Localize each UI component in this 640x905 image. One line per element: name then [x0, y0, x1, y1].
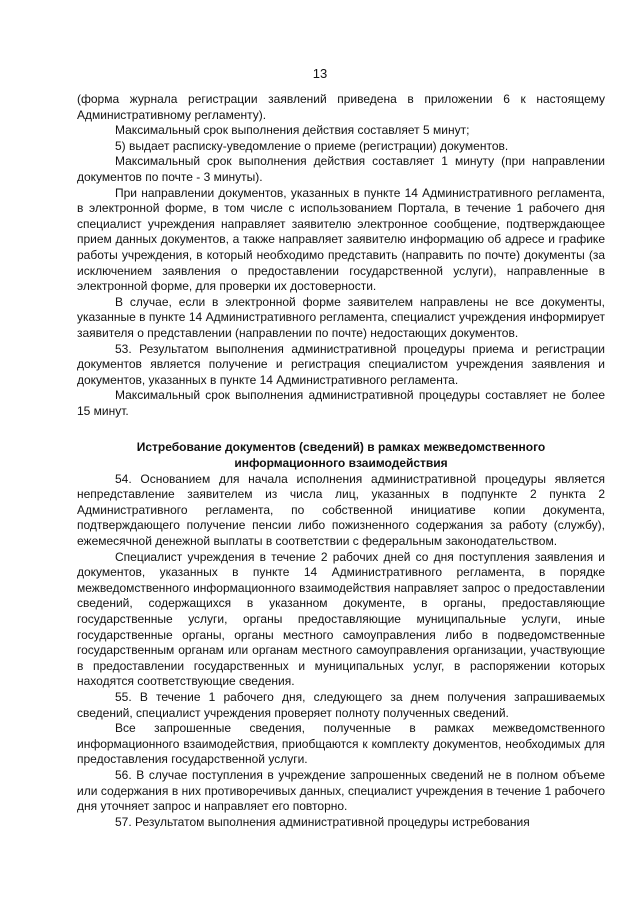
paragraph: 5) выдает расписку-уведомление о приеме (регистрации) документов. — [115, 138, 509, 153]
section-heading — [77, 440, 605, 471]
paragraph: Максимальный срок выполнения административной процедуры составляет не более 15 минут. — [77, 388, 605, 418]
section-heading-line: Истребование документов (сведений) в рамках межведомственного — [136, 440, 546, 455]
paragraph: 56. В случае поступления в учреждение запрошенных сведений не в полном объеме или содержания в них противоречивых данных, специалист учреждения в течение 1 рабочего дня уточняет запрос и направляет его повторно. — [77, 767, 605, 814]
paragraph: 57. Результатом выполнения административной процедуры истребования — [115, 814, 530, 829]
paragraph: Максимальный срок выполнения действия составляет 1 минуту (при направлении документов по почте - 3 минуты). — [77, 154, 605, 184]
paragraph: При направлении документов, указанных в пункте 14 Административного регламента, в электронной форме, в том числе с использованием Портала, в течение 1 рабочего дня специалист учреждения направляет заявителю электронное сообщение, подтверждающее прием данных документов, а также направляет заявителю информацию об адресе и графике работы учреждения, в который необходимо представить (направить по почте) документы (за исключением заявления о предоставлении государственной услуги), направленные в электронной форме, для проверки их достоверности. — [77, 185, 605, 294]
paragraph: Специалист учреждения в течение 2 рабочих дней со дня поступления заявления и документов, указанных в пункте 14 Административного регламента, в порядке межведомственного информационного взаимодействия направляет запрос о предоставлении сведений, содержащихся в указанном документе, в органы, предоставляющие государственные услуги, органы предоставляющие муниципальные услуги, иные государственные органы, органы местного самоуправления либо в подведомственные государственным органам или органам местного самоуправления организации, участвующие в предоставлении государственных и муниципальных услуг, в распоряжении которых находятся соответствующие сведения. — [77, 549, 605, 689]
paragraph: 54. Основанием для начала исполнения административной процедуры является непредставление заявителем из числа лиц, указанных в подпункте 2 пункта 2 Административного регламента, по собственной инициативе копии документа, подтверждающего получение пенсии либо пожизненного содержания за работу (службу), ежемесячной денежной выплаты в соответствии с федеральным законодательством. — [77, 471, 605, 549]
document-body — [77, 92, 605, 830]
paragraph: 55. В течение 1 рабочего дня, следующего за днем получения запрашиваемых сведений, специалист учреждения проверяет полноту полученных сведений. — [77, 689, 605, 720]
paragraph: В случае, если в электронной форме заявителем направлены не все документы, указанные в пункте 14 Административного регламента, специалист учреждения информирует заявителя о представлении (направлении по почте) недостающих документов. — [77, 294, 605, 340]
paragraph: (форма журнала регистрации заявлений приведена в приложении 6 к настоящему Административному регламенту). — [77, 92, 605, 122]
page-number: 13 — [312, 66, 328, 81]
paragraph: Все запрошенные сведения, полученные в рамках межведомственного информационного взаимодействия, приобщаются к комплекту документов, необходимых для предоставления государственной услуги. — [77, 721, 605, 767]
paragraph: 53. Результатом выполнения административной процедуры приема и регистрации документов является получение и регистрация специалистом учреждения заявления и документов, указанных в пункте 14 Административного регламента. — [77, 341, 605, 387]
section-heading-line: информационного взаимодействия — [234, 456, 448, 471]
paragraph: Максимальный срок выполнения действия составляет 5 минут; — [115, 123, 470, 138]
